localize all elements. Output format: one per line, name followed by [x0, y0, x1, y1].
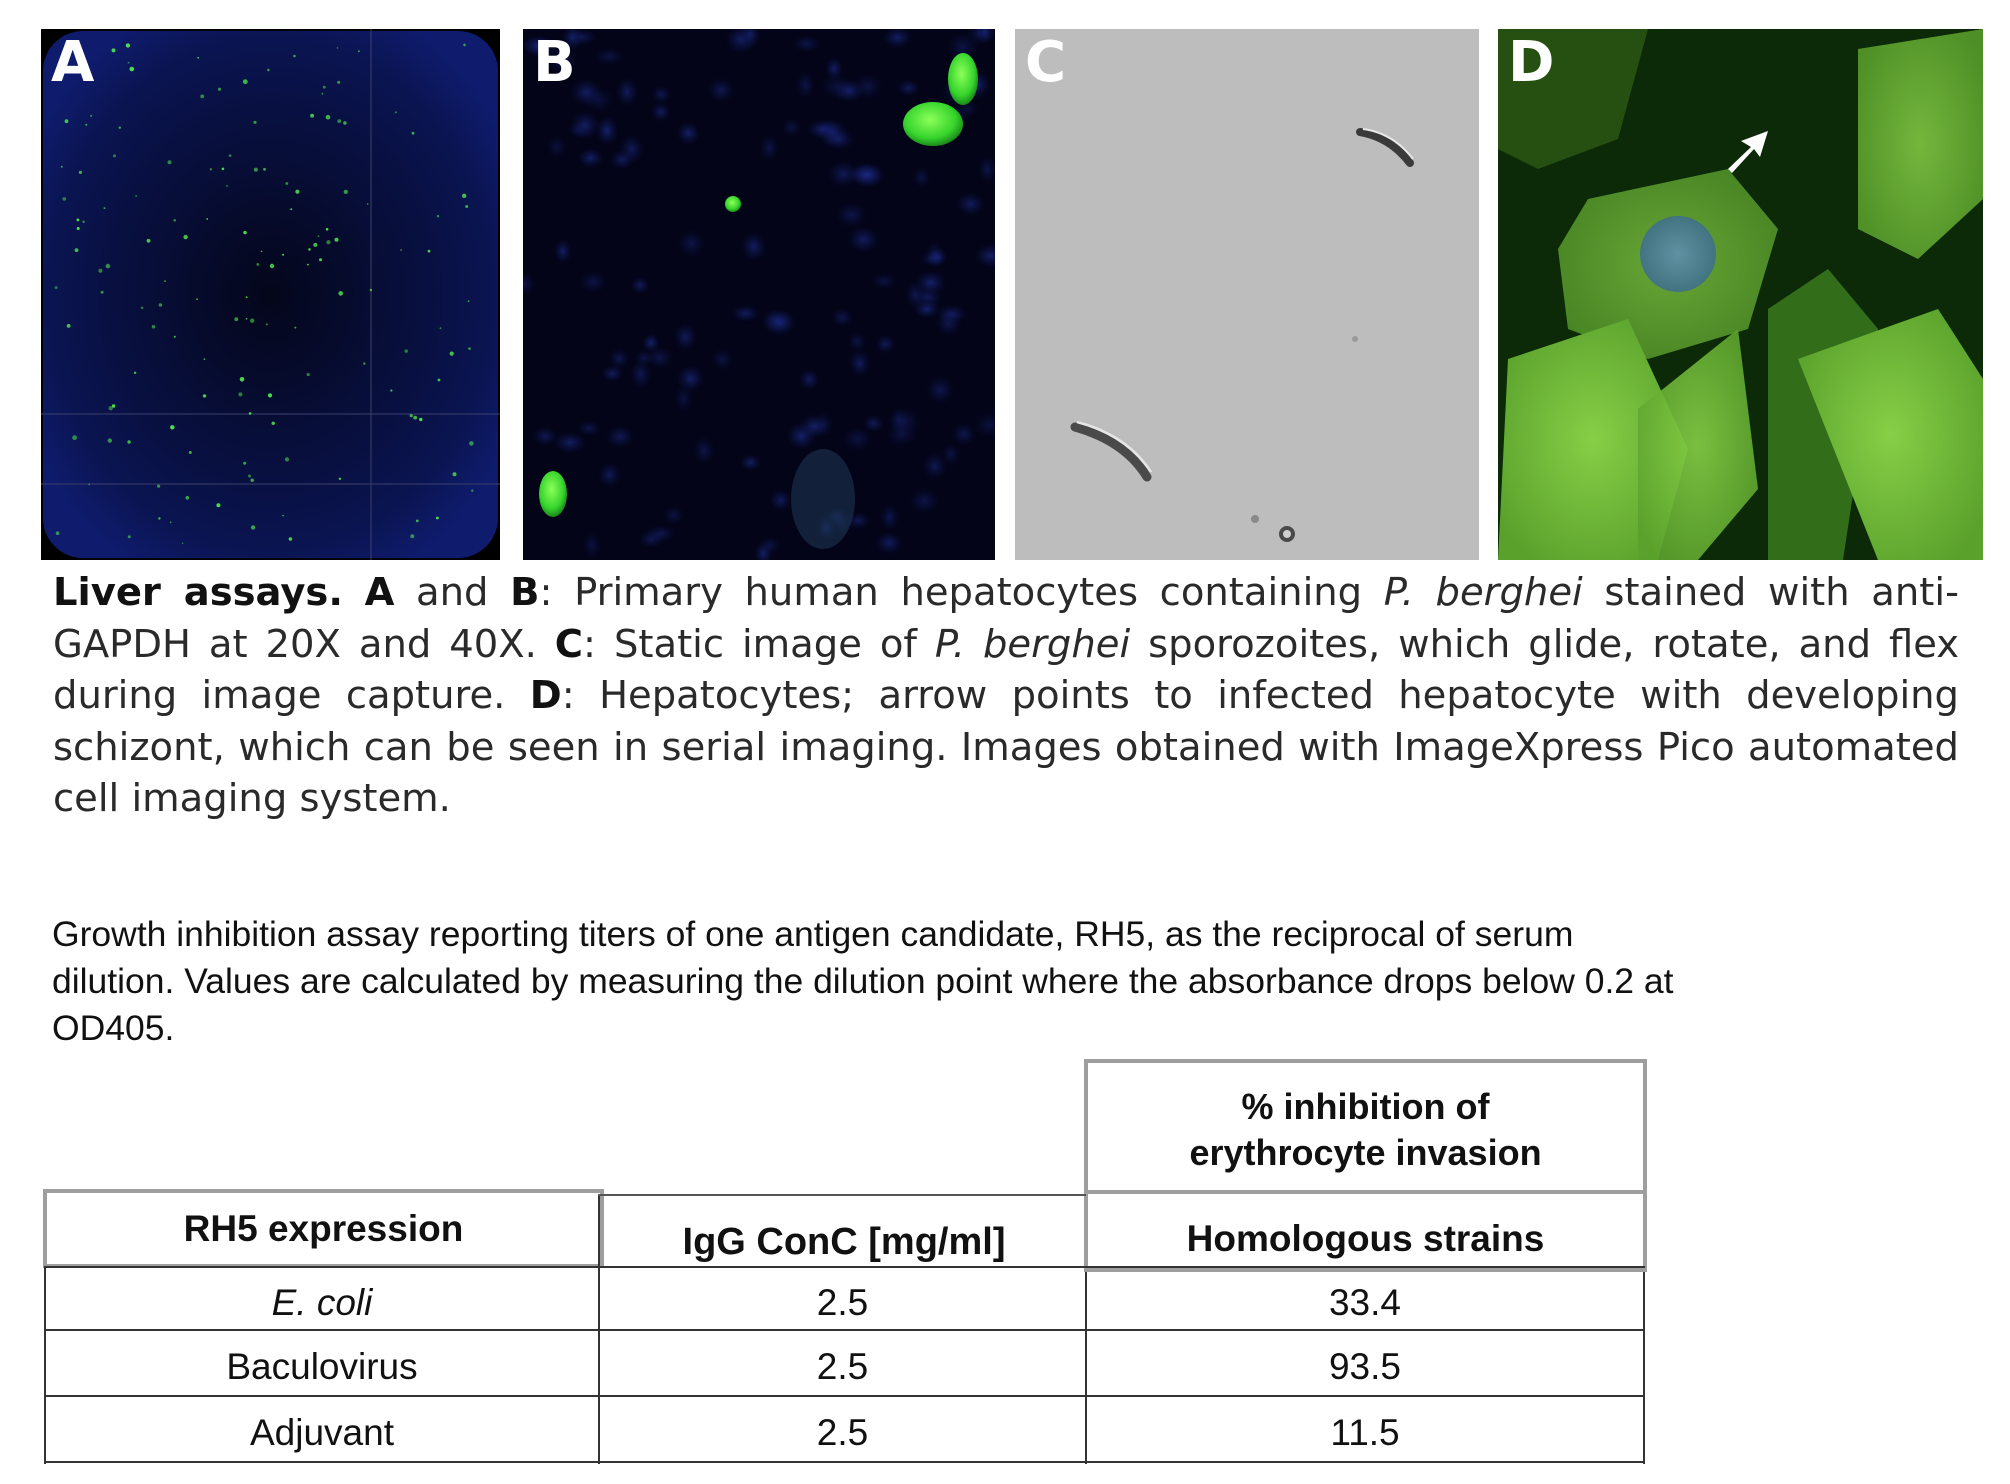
panel-d [1498, 29, 1983, 560]
caption-text-1-end: stained with anti-GAPDH at 20X and 40X. [53, 570, 1959, 667]
caption-and: and [394, 570, 511, 615]
group-header: % inhibition of erythrocyte invasion [1084, 1059, 1647, 1194]
table-row-1-expression: E. coli [271, 1281, 373, 1323]
caption-ref-a: A [364, 570, 395, 615]
panel-b-label: B [533, 30, 576, 95]
table-row-2-inhibition: 93.5 [1328, 1345, 1401, 1387]
caption-species-1: P. berghei [1383, 570, 1583, 615]
header-homologous-strains: Homologous strains [1084, 1190, 1647, 1272]
panel-b-micrograph [523, 29, 995, 560]
table-row-2-expression: Baculovirus [226, 1345, 418, 1387]
caption-text-2: : Static image of [583, 621, 935, 667]
caption-ref-b: B [510, 570, 540, 615]
panel-c [1015, 29, 1479, 560]
table-row-1-igg: 2.5 [816, 1281, 869, 1323]
table-row-3-igg: 2.5 [816, 1411, 869, 1453]
caption-text-3: : Hepatocytes; arrow points to infected hepatocyte with developing schizont, which can be seen in serial imaging. Images obtained with ImageXpress Pico automated cell imaging system. [53, 673, 1959, 821]
panel-c-micrograph [1015, 29, 1479, 560]
caption-species-2: P. berghei [934, 621, 1131, 667]
table-row-1-inhibition: 33.4 [1328, 1281, 1401, 1323]
caption-title: Liver assays. [53, 570, 343, 615]
caption-ref-c: C [554, 621, 584, 667]
header-igg-conc: IgG ConC [mg/ml] [682, 1221, 1006, 1263]
caption-ref-d: D [529, 673, 562, 718]
panel-a [41, 29, 500, 560]
table-row-3-expression: Adjuvant [250, 1411, 394, 1453]
figure-caption [53, 567, 1959, 825]
header-rh5-expression: RH5 expression [43, 1189, 604, 1268]
panel-d-label: D [1508, 30, 1555, 95]
panel-d-micrograph [1498, 29, 1983, 560]
caption-text-1: : Primary human hepatocytes containing [539, 570, 1384, 615]
table-row-2-igg: 2.5 [816, 1345, 869, 1387]
panel-c-label: C [1025, 30, 1067, 95]
panel-a-micrograph [41, 29, 500, 560]
panel-a-label: A [51, 30, 95, 95]
assay-description: Growth inhibition assay reporting titers of one antigen candidate, RH5, as the reciprocal of serum dilution. Values are calculated by measuring the dilution point where the absorbance drops below 0.2 at OD405. [52, 914, 1674, 1048]
panel-b [523, 29, 995, 560]
table-row-3-inhibition: 11.5 [1330, 1411, 1400, 1453]
caption-text-2-end: sporozoites, which glide, rotate, and flex during image capture. [53, 621, 1959, 718]
